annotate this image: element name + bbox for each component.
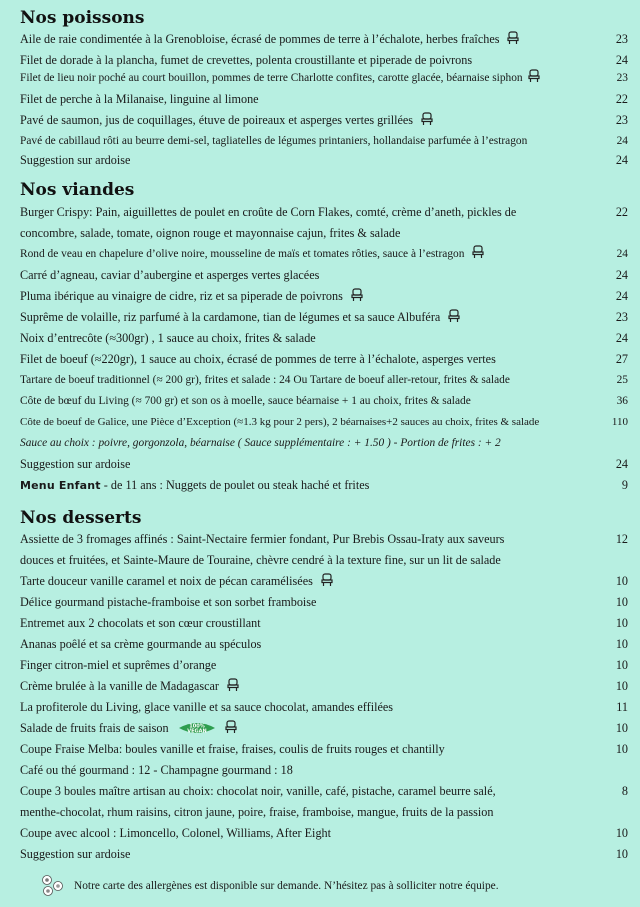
item-text: Assiette de 3 fromages affinés : Saint-Nectaire fermier fondant, Pur Brebis Ossau-Iraty aux saveurs	[20, 532, 505, 546]
item-text: douces et fruitées, et Sainte-Maure de Touraine, chèvre cendré à la texture fine, sur un lit de salade	[20, 553, 501, 567]
item-text: Entremet aux 2 chocolats et son cœur croustillant	[20, 616, 261, 630]
vegan-badge-top: 100%	[188, 723, 205, 730]
item-text: menthe-chocolat, rhum raisins, citron jaune, poire, fraise, framboise, mangue, fruits de la passion	[20, 805, 494, 819]
kids-menu-text: - de 11 ans : Nuggets de poulet ou steak haché et frites	[100, 478, 370, 492]
item-price: 10	[615, 637, 628, 651]
menu-item	[20, 529, 628, 550]
item-price: 23	[615, 310, 628, 324]
menu-item	[20, 634, 628, 655]
chef-chair-icon	[350, 288, 364, 302]
menu-item	[20, 68, 628, 89]
item-price: 24	[615, 289, 628, 303]
item-price: 10	[615, 658, 628, 672]
menu-item	[20, 613, 628, 634]
menu-item-continued	[20, 550, 628, 571]
item-text: Café ou thé gourmand : 12 - Champagne gourmand : 18	[20, 763, 293, 777]
item-price: 24	[615, 53, 628, 67]
item-price: 24	[615, 457, 628, 471]
menu-item	[20, 370, 628, 391]
section-title-viandes: Nos viandes	[20, 180, 135, 200]
menu-item	[20, 328, 628, 349]
chef-chair-icon	[226, 678, 240, 692]
item-text: Coupe Fraise Melba: boules vanille et fraise, fraises, coulis de fruits rouges et chantilly	[20, 742, 445, 756]
menu-item	[20, 781, 628, 802]
item-price: 10	[615, 574, 628, 588]
item-price: 10	[615, 742, 628, 756]
allergen-icon	[40, 874, 68, 898]
chef-chair-icon	[471, 245, 485, 259]
menu-item	[20, 592, 628, 613]
item-price: 24	[616, 248, 628, 260]
menu-item	[20, 29, 628, 50]
item-text: Pluma ibérique au vinaigre de cidre, riz et sa piperade de poivrons	[20, 289, 343, 303]
allergen-note: Notre carte des allergènes est disponible sur demande. N’hésitez pas à solliciter notre équipe.	[74, 880, 499, 892]
item-text: Crème brulée à la vanille de Madagascar	[20, 679, 219, 693]
menu-item	[20, 718, 628, 739]
item-text: Pavé de cabillaud rôti au beurre demi-sel, tagliatelles de légumes printaniers, hollandaise parfumée à l’estragon	[20, 135, 528, 147]
item-price: 27	[615, 352, 628, 366]
item-price: 24	[615, 153, 628, 167]
item-text: Burger Crispy: Pain, aiguillettes de poulet en croûte de Corn Flakes, comté, crème d’aneth, pickles de	[20, 205, 517, 219]
item-price: 10	[615, 616, 628, 630]
item-price: 23	[615, 113, 628, 127]
item-text: Délice gourmand pistache-framboise et son sorbet framboise	[20, 595, 317, 609]
item-text: Aile de raie condimentée à la Grenobloise, écrasé de pommes de terre à l’échalote, herbes fraîches	[20, 32, 500, 46]
item-text: Coupe 3 boules maître artisan au choix: chocolat noir, vanille, café, pistache, caramel beurre salé,	[20, 784, 496, 798]
item-text: Suprême de volaille, riz parfumé à la cardamone, tian de légumes et sa sauce Albuféra	[20, 310, 441, 324]
menu-item	[20, 739, 628, 760]
item-price: 10	[615, 826, 628, 840]
menu-item	[20, 391, 628, 412]
menu-item	[20, 349, 628, 370]
item-text: Filet de perche à la Milanaise, linguine al limone	[20, 92, 259, 106]
menu-item	[20, 823, 628, 844]
item-text: La profiterole du Living, glace vanille et sa sauce chocolat, amandes effilées	[20, 700, 394, 714]
menu-item-continued	[20, 223, 628, 244]
item-text: Suggestion sur ardoise	[20, 457, 131, 471]
item-text: Tartare de boeuf traditionnel (≈ 200 gr), frites et salade : 24 Ou Tartare de boeuf aller-retour, frites & salade	[20, 374, 510, 386]
vegan-badge-bottom: VEGAN	[186, 728, 207, 735]
allergen-footer	[40, 874, 600, 898]
item-price: 25	[616, 374, 628, 386]
item-price: 24	[615, 268, 628, 282]
item-text: Filet de dorade à la plancha, fumet de crevettes, polenta croustillante et piperade de poivrons	[20, 53, 473, 67]
vegan-badge-icon	[177, 721, 217, 735]
kids-menu-row	[20, 475, 628, 496]
item-text: Côte de boeuf de Galice, une Pièce d’Exception (≈1.3 kg pour 2 pers), 2 béarnaises+2 sauces au choix, frites & salade	[20, 416, 540, 428]
item-price: 22	[615, 205, 628, 219]
item-text: concombre, salade, tomate, oignon rouge et mayonnaise cajun, frites & salade	[20, 226, 401, 240]
item-text: Finger citron-miel et suprêmes d’orange	[20, 658, 217, 672]
item-price: 9	[621, 478, 628, 492]
menu-item	[20, 844, 628, 865]
chef-chair-icon	[420, 112, 434, 126]
menu-item-continued	[20, 802, 628, 823]
item-price: 10	[615, 595, 628, 609]
menu-item	[20, 265, 628, 286]
section-title-desserts: Nos desserts	[20, 508, 142, 528]
item-text: Salade de fruits frais de saison	[20, 721, 169, 735]
item-text: Filet de lieu noir poché au court bouillon, pommes de terre Charlotte confites, carotte glacée, béarnaise siphon	[20, 72, 523, 84]
item-price: 23	[615, 32, 628, 46]
item-text: Rond de veau en chapelure d’olive noire, mousseline de maïs et tomates rôties, sauce à l’estragon	[20, 248, 465, 260]
menu-item	[20, 286, 628, 307]
menu-item	[20, 655, 628, 676]
item-text: Coupe avec alcool : Limoncello, Colonel, Williams, After Eight	[20, 826, 332, 840]
item-price: 8	[621, 784, 628, 798]
item-text: Ananas poêlé et sa crème gourmande au spéculos	[20, 637, 262, 651]
menu-item	[20, 676, 628, 697]
menu-item	[20, 131, 628, 152]
sauce-note	[20, 433, 628, 454]
item-text: Sauce au choix : poivre, gorgonzola, béarnaise ( Sauce supplémentaire : + 1.50 ) - Portion de frites : + 2	[20, 437, 501, 449]
item-text: Côte de bœuf du Living (≈ 700 gr) et son os à moelle, sauce béarnaise + 1 au choix, frites & salade	[20, 395, 471, 407]
menu-item	[20, 760, 628, 781]
item-price: 10	[615, 847, 628, 861]
item-text: Tarte douceur vanille caramel et noix de pécan caramélisées	[20, 574, 313, 588]
item-price: 24	[616, 135, 628, 147]
item-price: 23	[616, 72, 628, 84]
menu-item	[20, 110, 628, 131]
menu-item	[20, 571, 628, 592]
item-text: Noix d’entrecôte (≈300gr) , 1 sauce au choix, frites & salade	[20, 331, 316, 345]
item-price: 12	[615, 532, 628, 546]
chef-chair-icon	[320, 573, 334, 587]
item-price: 22	[615, 92, 628, 106]
item-price: 110	[611, 416, 628, 428]
menu-item	[20, 454, 628, 475]
item-price: 11	[616, 700, 628, 714]
item-text: Carré d’agneau, caviar d’aubergine et asperges vertes glacées	[20, 268, 320, 282]
item-price: 10	[615, 721, 628, 735]
chef-chair-icon	[224, 720, 238, 734]
chef-chair-icon	[506, 31, 520, 45]
kids-menu-label: Menu Enfant	[20, 479, 101, 492]
item-price: 36	[616, 395, 628, 407]
chef-chair-icon	[527, 69, 541, 83]
item-text: Pavé de saumon, jus de coquillages, étuve de poireaux et asperges vertes grillées	[20, 113, 414, 127]
item-text: Filet de boeuf (≈220gr), 1 sauce au choix, écrasé de pommes de terre à l’échalote, asperges vertes	[20, 352, 496, 366]
item-text: Suggestion sur ardoise	[20, 153, 131, 167]
menu-item	[20, 150, 628, 171]
item-text: Suggestion sur ardoise	[20, 847, 131, 861]
menu-item	[20, 307, 628, 328]
menu-item	[20, 697, 628, 718]
item-price: 10	[615, 679, 628, 693]
menu-item	[20, 412, 628, 433]
item-price: 24	[615, 331, 628, 345]
menu-item	[20, 89, 628, 110]
menu-item	[20, 202, 628, 223]
chef-chair-icon	[447, 309, 461, 323]
section-title-poissons: Nos poissons	[20, 8, 145, 28]
menu-item	[20, 244, 628, 265]
